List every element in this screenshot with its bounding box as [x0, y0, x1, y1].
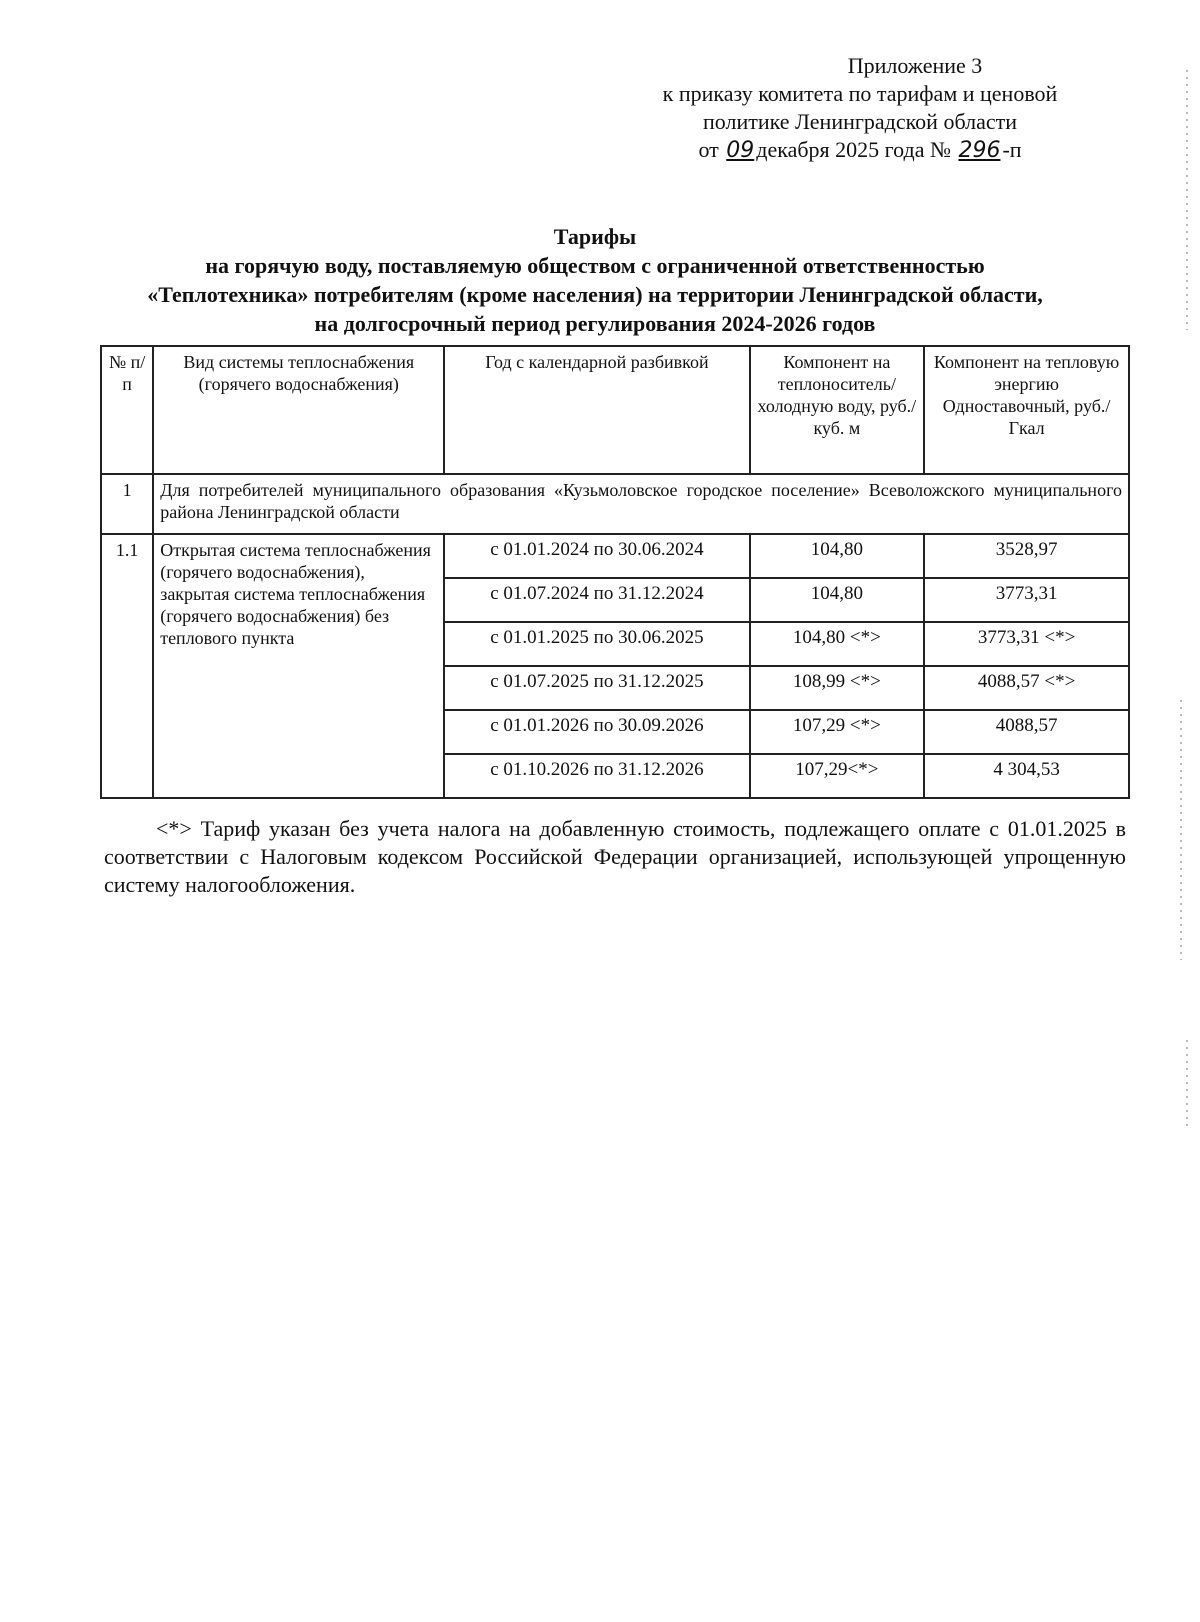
- title-line: «Теплотехника» потребителям (кроме населения) на территории Ленинградской области,: [147, 282, 1043, 307]
- header-num: № п/п: [101, 346, 153, 474]
- period-cell: с 01.07.2025 по 31.12.2025: [444, 666, 749, 710]
- handwritten-number: 296: [958, 138, 1001, 163]
- handwritten-day: 09: [726, 138, 755, 163]
- appendix-line: к приказу комитета по тарифам и ценовой: [662, 81, 1058, 106]
- period-cell: с 01.01.2026 по 30.09.2026: [444, 710, 749, 754]
- period-cell: с 01.07.2024 по 31.12.2024: [444, 578, 749, 622]
- water-cell: 104,80: [750, 534, 925, 578]
- tariff-table: [100, 345, 1130, 799]
- water-cell: 104,80 <*>: [750, 622, 925, 666]
- appendix-title: Приложение 3: [847, 53, 983, 78]
- item-num: 1.1: [101, 534, 153, 798]
- period-cell: с 01.01.2025 по 30.06.2025: [444, 622, 749, 666]
- header-system: Вид системы теплоснабжения (горячего водоснабжения): [153, 346, 444, 474]
- appendix-line: политике Ленинградской области: [702, 109, 1017, 134]
- appendix-date-line: [600, 136, 1120, 165]
- title-heading: Тарифы: [553, 224, 637, 249]
- number-suffix: -п: [1002, 137, 1022, 162]
- energy-cell: 3773,31 <*>: [924, 622, 1129, 666]
- period-cell: с 01.01.2024 по 30.06.2024: [444, 534, 749, 578]
- title-line: на горячую воду, поставляемую обществом с ограниченной ответственностью: [205, 253, 985, 278]
- table-row: [101, 534, 1129, 578]
- header-component-water: Компонент на теплоноситель/холодную воду, руб./куб. м: [750, 346, 925, 474]
- energy-cell: 4088,57: [924, 710, 1129, 754]
- item-system: Открытая система теплоснабжения (горячего водоснабжения), закрытая система теплоснабжения (горячего водоснабжения) без теплового пункта: [153, 534, 444, 798]
- title-line: на долгосрочный период регулирования 2024-2026 годов: [314, 311, 876, 336]
- header-component-energy: Компонент на тепловую энергию Одноставочный, руб./Гкал: [924, 346, 1129, 474]
- water-cell: 104,80: [750, 578, 925, 622]
- water-cell: 107,29<*>: [750, 754, 925, 798]
- scan-artifact: [1180, 700, 1182, 960]
- energy-cell: 3528,97: [924, 534, 1129, 578]
- group-row: [101, 474, 1129, 534]
- water-cell: 108,99 <*>: [750, 666, 925, 710]
- header-year: Год с календарной разбивкой: [444, 346, 749, 474]
- energy-cell: 3773,31: [924, 578, 1129, 622]
- appendix-header: [600, 52, 1120, 165]
- water-cell: 107,29 <*>: [750, 710, 925, 754]
- document-title: [60, 222, 1130, 338]
- group-num: 1: [101, 474, 153, 534]
- period-cell: с 01.10.2026 по 31.12.2026: [444, 754, 749, 798]
- scan-artifact: [1186, 1040, 1188, 1130]
- group-text: Для потребителей муниципального образования «Кузьмоловское городское поселение» Всеволожского муниципального района Ленинградской области: [153, 474, 1129, 534]
- energy-cell: 4088,57 <*>: [924, 666, 1129, 710]
- table-header-row: [101, 346, 1129, 474]
- scan-artifact: [1186, 70, 1188, 330]
- date-prefix: от: [698, 137, 719, 162]
- date-middle: декабря 2025 года №: [756, 137, 951, 162]
- footnote: <*> Тариф указан без учета налога на добавленную стоимость, подлежащего оплате с 01.01.2025 в соответствии с Налоговым кодексом Российской Федерации организацией, использующей упрощенную систему налогообложения.: [104, 816, 1126, 897]
- energy-cell: 4 304,53: [924, 754, 1129, 798]
